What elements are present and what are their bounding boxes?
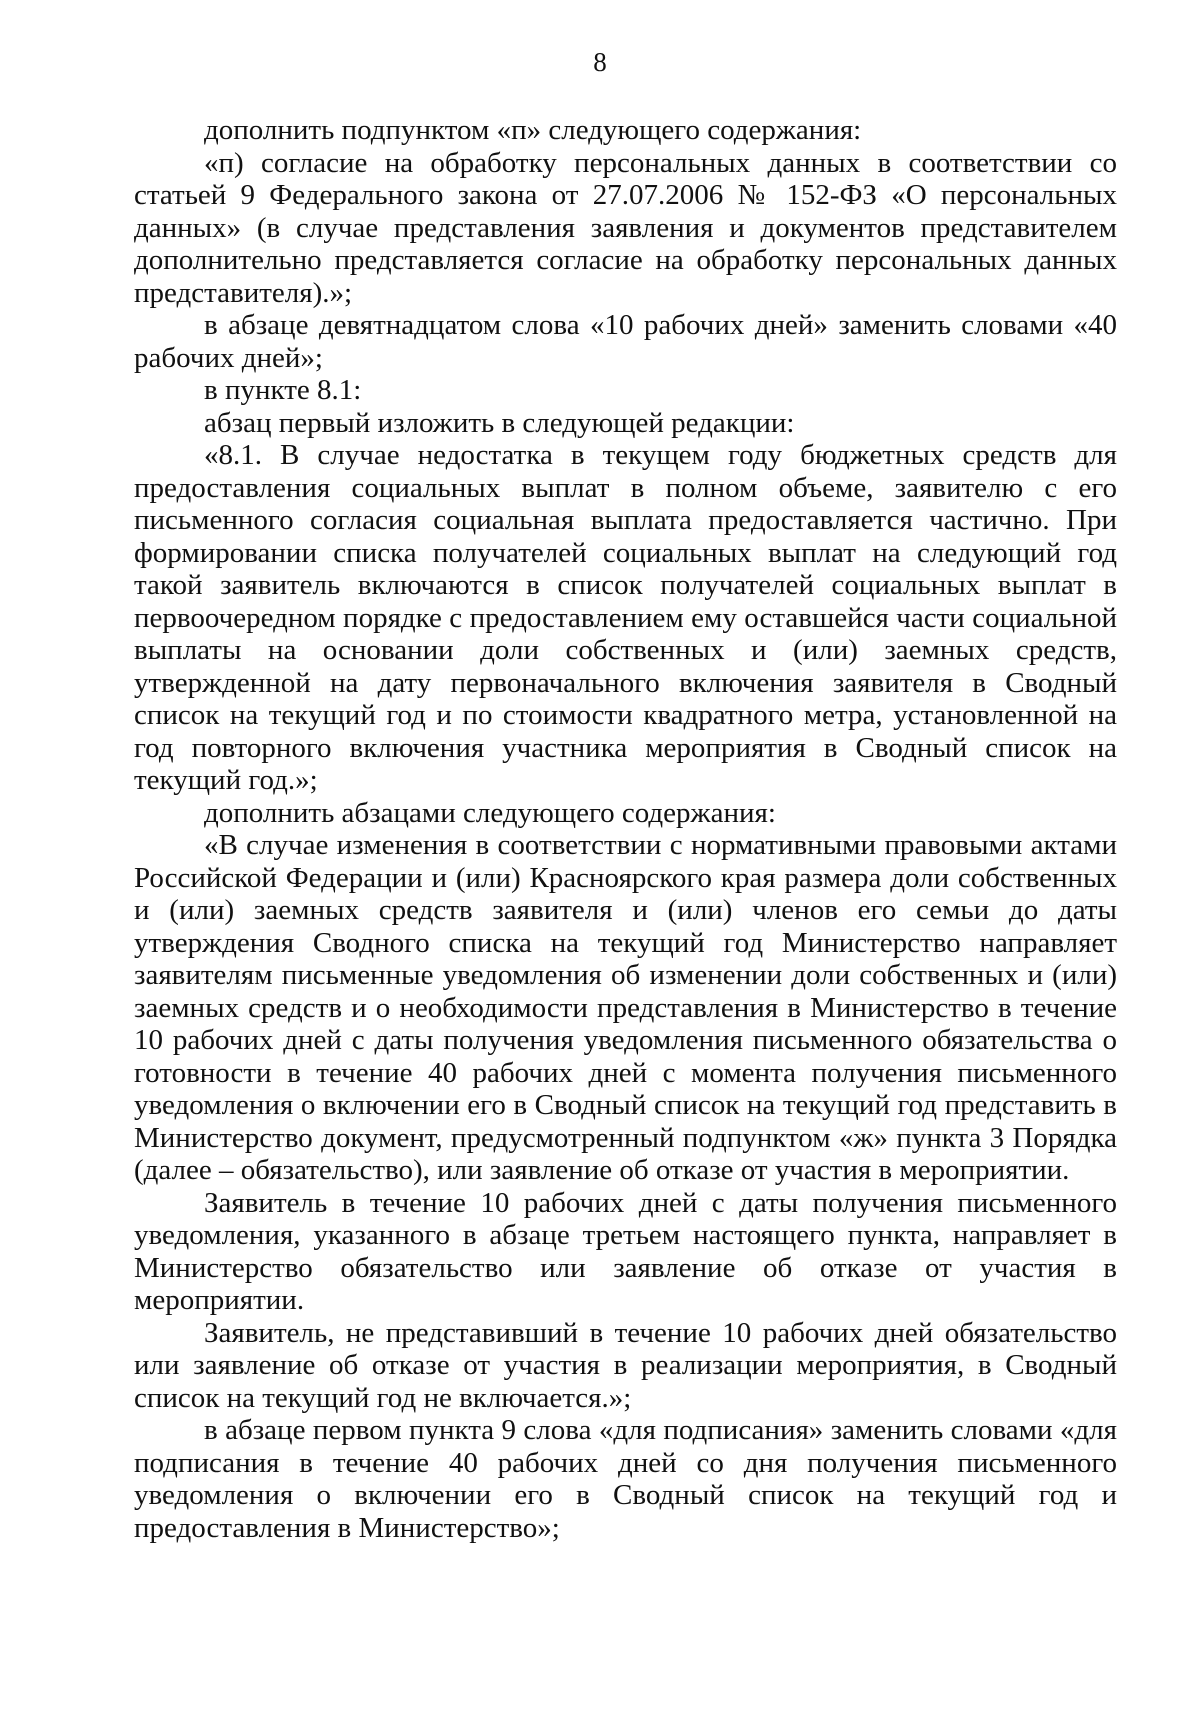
paragraph: абзац первый изложить в следующей редакции: [204,406,795,439]
paragraph: «В случае изменения в соответствии с нормативными правовыми актами Российской Федерации и (или) Красноярского края размера доли собственных и (или) заемных средств заявителя и (или) членов его семьи до даты утверждения Сводного списка на текущий год Министерство направляет заявителям письменные уведомления об изменении доли собственных и (или) заемных средств и о необходимости представления в Министерство в течение 10 рабочих дней с даты получения уведомления письменного обязательства о готовности в течение 40 рабочих дней с момента получения письменного уведомления о включении его в Сводный список на текущий год представить в Министерство документ, предусмотренный подпунктом «ж» пункта 3 Порядка (далее – обязательство), или заявление об отказе от участия в мероприятии. [134,829,1117,1186]
paragraph: в абзаце первом пункта 9 слова «для подписания» заменить словами «для подписания в течение 40 рабочих дней со дня получения письменного уведомления о включении его в Сводный список на текущий год и предоставления в Министерство»; [134,1414,1117,1544]
paragraph: «8.1. В случае недостатка в текущем году бюджетных средств для предоставления социальных выплат в полном объеме, заявителю с его письменного согласия социальная выплата предоставляется частично. При формировании списка получателей социальных выплат на следующий год такой заявитель включаются в список получателей социальных выплат в первоочередном порядке с предоставлением ему оставшейся части социальной выплаты на основании доли собственных и (или) заемных средств, утвержденной на дату первоначального включения заявителя в Сводный список на текущий год и по стоимости квадратного метра, установленной на год повторного включения участника мероприятия в Сводный список на текущий год.»; [134,439,1117,796]
page-number: 8 [593,47,607,77]
document-body [134,114,1117,1544]
paragraph: Заявитель в течение 10 рабочих дней с даты получения письменного уведомления, указанного в абзаце третьем настоящего пункта, направляет в Министерство обязательство или заявление об отказе от участия в мероприятии. [134,1186,1117,1316]
paragraph: Заявитель, не представивший в течение 10 рабочих дней обязательство или заявление об отказе от участия в реализации мероприятия, в Сводный список на текущий год не включается.»; [134,1316,1117,1414]
paragraph: дополнить подпунктом «п» следующего содержания: [204,114,862,146]
paragraph: дополнить абзацами следующего содержания: [204,796,776,829]
paragraph: в пункте 8.1: [204,374,362,406]
paragraph: «п) согласие на обработку персональных данных в соответствии со статьей 9 Федерального закона от 27.07.2006 № 152-ФЗ «О персональных данных» (в случае представления заявления и документов представителем дополнительно представляется согласие на обработку персональных данных представителя).»; [134,146,1117,309]
paragraph: в абзаце девятнадцатом слова «10 рабочих дней» заменить словами «40 рабочих дней»; [134,309,1117,374]
